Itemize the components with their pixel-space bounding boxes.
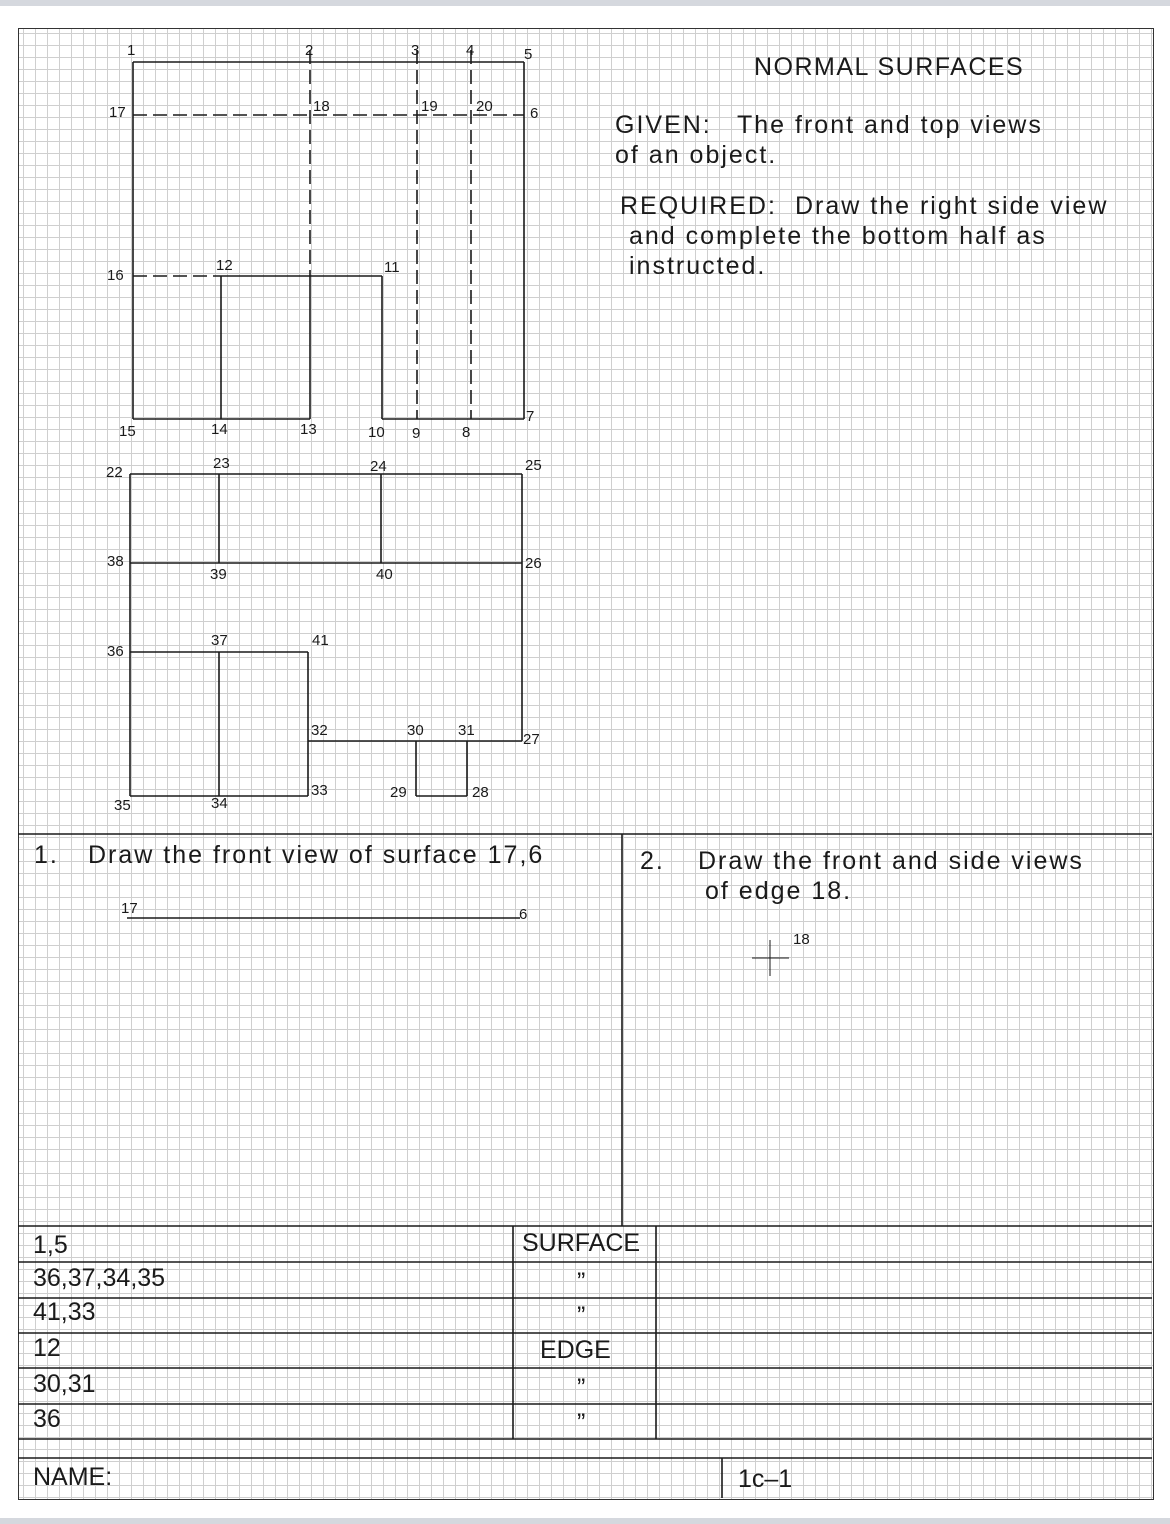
point-label: 20 <box>476 98 493 115</box>
point-label: 9 <box>412 425 421 442</box>
point-label: 29 <box>390 784 407 801</box>
table-row-points: 36,37,34,35 <box>33 1264 166 1292</box>
point-label: 5 <box>524 46 533 63</box>
table-row-type: ” <box>577 1409 586 1437</box>
point-label: 3 <box>411 42 420 59</box>
given-label: GIVEN: <box>615 111 712 139</box>
point-label: 31 <box>458 722 475 739</box>
point-label: 14 <box>211 421 228 438</box>
point-label: 12 <box>216 257 233 274</box>
point-label: 30 <box>407 722 424 739</box>
question-1-number: 1. <box>34 841 59 869</box>
table-row-type: ” <box>577 1302 586 1330</box>
given-text-line-1: The front and top views <box>737 111 1043 139</box>
table-row-type: SURFACE <box>522 1229 641 1257</box>
point-label: 11 <box>384 259 400 276</box>
table-row-points: 41,33 <box>33 1298 96 1326</box>
surface-17-6-end-label: 6 <box>519 906 528 923</box>
table-row-points: 30,31 <box>33 1370 96 1398</box>
point-label: 23 <box>213 455 230 472</box>
point-label: 13 <box>300 421 317 438</box>
point-label: 2 <box>305 42 314 59</box>
point-label: 41 <box>312 632 329 649</box>
table-row-points: 36 <box>33 1405 61 1433</box>
point-label: 8 <box>462 424 471 441</box>
required-text-line-3: instructed. <box>629 252 767 280</box>
table-row-type: ” <box>577 1268 586 1296</box>
point-label: 25 <box>525 457 542 474</box>
point-label: 40 <box>376 566 393 583</box>
table-row-type: ” <box>577 1374 586 1402</box>
required-text-line-2: and complete the bottom half as <box>629 222 1047 250</box>
point-label: 16 <box>107 267 124 284</box>
point-label: 1 <box>127 42 136 59</box>
point-label: 19 <box>421 98 438 115</box>
point-label: 36 <box>107 643 124 660</box>
point-label: 38 <box>107 553 124 570</box>
point-label: 18 <box>313 98 330 115</box>
point-label: 27 <box>523 731 540 748</box>
name-label: NAME: <box>33 1463 113 1491</box>
question-2-number: 2. <box>640 847 665 875</box>
required-label: REQUIRED: <box>620 192 777 220</box>
point-label: 7 <box>526 408 535 425</box>
point-18-crosshair <box>752 940 789 976</box>
point-label: 10 <box>368 424 385 441</box>
point-label: 26 <box>525 555 542 572</box>
panel-dividers <box>18 834 1152 1226</box>
point-label: 24 <box>370 458 387 475</box>
question-2-text-line-1: Draw the front and side views <box>698 847 1084 875</box>
sheet-id: 1c–1 <box>738 1465 793 1493</box>
worksheet-title: NORMAL SURFACES <box>754 53 1025 81</box>
point-label: 15 <box>119 423 136 440</box>
point-label: 22 <box>106 464 123 481</box>
point-18-label: 18 <box>793 931 810 948</box>
table-row-points: 1,5 <box>33 1231 68 1259</box>
point-label: 17 <box>109 104 126 121</box>
point-label: 37 <box>211 632 228 649</box>
point-label: 28 <box>472 784 489 801</box>
point-label: 33 <box>311 782 328 799</box>
given-text-line-2: of an object. <box>615 141 778 169</box>
question-1-text: Draw the front view of surface 17,6 <box>88 841 545 869</box>
point-label: 32 <box>311 722 328 739</box>
surface-17-6-start-label: 17 <box>121 900 138 917</box>
table-row-points: 12 <box>33 1334 61 1362</box>
point-label: 39 <box>210 566 227 583</box>
point-label: 6 <box>530 105 539 122</box>
point-label: 4 <box>466 42 475 59</box>
table-row-type: EDGE <box>540 1336 611 1364</box>
question-2-text-line-2: of edge 18. <box>705 877 853 905</box>
required-text-line-1: Draw the right side view <box>795 192 1109 220</box>
point-label: 35 <box>114 797 131 814</box>
point-label: 34 <box>211 795 228 812</box>
